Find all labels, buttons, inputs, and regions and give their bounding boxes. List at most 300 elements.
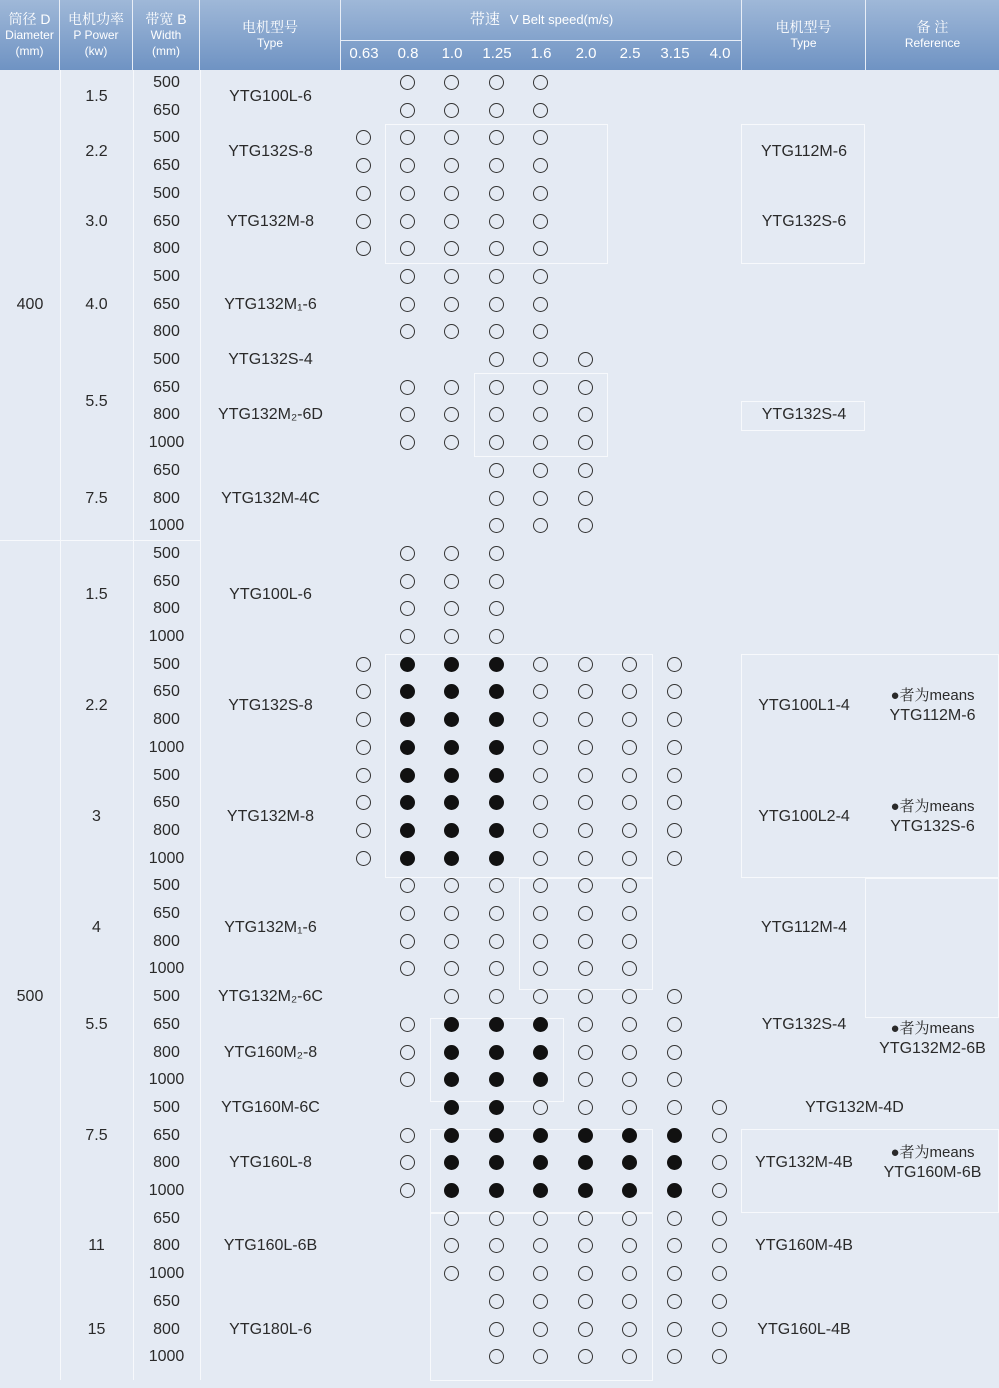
- open-circle-icon: [533, 297, 548, 312]
- open-circle-icon: [712, 1294, 727, 1309]
- width-value: 1000: [148, 434, 185, 452]
- open-circle-icon: [356, 130, 371, 145]
- open-circle-icon: [400, 1017, 415, 1032]
- open-circle-icon: [712, 1322, 727, 1337]
- open-circle-icon: [400, 186, 415, 201]
- open-circle-icon: [400, 214, 415, 229]
- width-value: 1000: [148, 1348, 185, 1366]
- open-circle-icon: [444, 214, 459, 229]
- open-circle-icon: [622, 989, 637, 1004]
- motor-type: YTG132M₂-6D: [218, 406, 323, 424]
- note-cn: 者为: [899, 1019, 930, 1037]
- open-circle-icon: [400, 1183, 415, 1198]
- open-circle-icon: [356, 158, 371, 173]
- reference-motor-type: YTG100L2-4: [758, 808, 850, 826]
- open-circle-icon: [578, 989, 593, 1004]
- width-value: 500: [153, 267, 180, 285]
- filled-circle-icon: [444, 1128, 459, 1143]
- open-circle-icon: [533, 186, 548, 201]
- open-circle-icon: [578, 712, 593, 727]
- power-value: 5.5: [85, 1015, 108, 1033]
- open-circle-icon: [622, 1322, 637, 1337]
- open-circle-icon: [667, 1045, 682, 1060]
- open-circle-icon: [622, 934, 637, 949]
- width-value: 500: [153, 351, 180, 368]
- width-value: 650: [153, 101, 180, 119]
- width-value: 1000: [148, 849, 185, 867]
- header-width-en: Width: [150, 28, 182, 42]
- header-power-en: P Power: [73, 28, 119, 42]
- reference-note-model: YTG132S-6: [890, 818, 975, 836]
- header-width: [133, 0, 200, 70]
- open-circle-icon: [533, 712, 548, 727]
- open-circle-icon: [712, 1211, 727, 1226]
- reference-motor-type: YTG112M-4: [761, 918, 847, 936]
- open-circle-icon: [712, 1128, 727, 1143]
- reference-motor-type: YTG132M-4D: [805, 1098, 904, 1116]
- open-circle-icon: [622, 1266, 637, 1281]
- width-value: 500: [153, 544, 180, 562]
- open-circle-icon: [712, 1155, 727, 1170]
- open-circle-icon: [400, 103, 415, 118]
- open-circle-icon: [667, 1349, 682, 1364]
- header-type-cn: 电机型号: [242, 19, 298, 35]
- open-circle-icon: [400, 961, 415, 976]
- open-circle-icon: [400, 574, 415, 589]
- reference-motor-type: YTG132S-4: [761, 1015, 847, 1033]
- open-circle-icon: [578, 823, 593, 838]
- open-circle-icon: [356, 823, 371, 838]
- reference-note-line1: [866, 797, 999, 817]
- speed-value: 4.0: [709, 45, 731, 62]
- open-circle-icon: [578, 851, 593, 866]
- speed-value: 0.8: [397, 45, 419, 62]
- reference-note-line1: [866, 1143, 999, 1163]
- motor-type: YTG160L-8: [229, 1154, 312, 1172]
- power-value: 11: [88, 1237, 105, 1255]
- open-circle-icon: [400, 380, 415, 395]
- open-circle-icon: [489, 1294, 504, 1309]
- open-circle-icon: [622, 712, 637, 727]
- note-dot-icon: ●: [890, 798, 900, 816]
- filled-circle-icon: [444, 740, 459, 755]
- note-means: means: [929, 687, 975, 705]
- width-value: 500: [153, 1098, 180, 1116]
- width-value: 650: [153, 1126, 180, 1144]
- open-circle-icon: [400, 407, 415, 422]
- open-circle-icon: [444, 1211, 459, 1226]
- filled-circle-icon: [400, 740, 415, 755]
- width-value: 650: [153, 1209, 180, 1227]
- open-circle-icon: [533, 1322, 548, 1337]
- open-circle-icon: [400, 435, 415, 450]
- reference-note: [866, 1019, 999, 1059]
- open-circle-icon: [400, 601, 415, 616]
- power-value: 1.5: [85, 586, 108, 604]
- diameter-value: 400: [16, 295, 44, 313]
- speed-value: 1.25: [482, 45, 512, 62]
- speed-value: 2.0: [575, 45, 597, 62]
- open-circle-icon: [400, 1045, 415, 1060]
- open-circle-icon: [712, 1349, 727, 1364]
- open-circle-icon: [667, 684, 682, 699]
- width-value: 1000: [148, 1265, 185, 1283]
- filled-circle-icon: [578, 1183, 593, 1198]
- header-diameter-en: Diameter: [5, 28, 54, 42]
- open-circle-icon: [489, 214, 504, 229]
- open-circle-icon: [444, 297, 459, 312]
- open-circle-icon: [622, 1100, 637, 1115]
- power-value: 1.5: [85, 87, 108, 105]
- open-circle-icon: [667, 1017, 682, 1032]
- open-circle-icon: [622, 1045, 637, 1060]
- note-dot-icon: ●: [890, 1144, 900, 1162]
- motor-type: YTG132M₁-6: [224, 918, 317, 936]
- open-circle-icon: [489, 1266, 504, 1281]
- open-circle-icon: [667, 1294, 682, 1309]
- open-circle-icon: [356, 684, 371, 699]
- header-speed-divider: [341, 40, 742, 41]
- open-circle-icon: [667, 989, 682, 1004]
- open-circle-icon: [400, 324, 415, 339]
- width-value: 800: [153, 711, 180, 729]
- width-value: 650: [153, 378, 180, 396]
- open-circle-icon: [667, 1211, 682, 1226]
- open-circle-icon: [667, 740, 682, 755]
- filled-circle-icon: [489, 768, 504, 783]
- open-circle-icon: [622, 1294, 637, 1309]
- open-circle-icon: [578, 1017, 593, 1032]
- open-circle-icon: [400, 1155, 415, 1170]
- filled-circle-icon: [444, 712, 459, 727]
- open-circle-icon: [533, 158, 548, 173]
- open-circle-icon: [489, 269, 504, 284]
- width-value: 800: [153, 406, 180, 424]
- open-circle-icon: [489, 491, 504, 506]
- open-circle-icon: [444, 75, 459, 90]
- open-circle-icon: [578, 1211, 593, 1226]
- header-width-unit: (mm): [152, 44, 180, 58]
- filled-circle-icon: [489, 657, 504, 672]
- open-circle-icon: [533, 380, 548, 395]
- open-circle-icon: [400, 878, 415, 893]
- open-circle-icon: [622, 823, 637, 838]
- open-circle-icon: [667, 851, 682, 866]
- filled-circle-icon: [489, 1045, 504, 1060]
- note-means: means: [929, 1019, 975, 1037]
- open-circle-icon: [489, 435, 504, 450]
- open-circle-icon: [444, 269, 459, 284]
- width-value: 800: [153, 240, 180, 258]
- header-type: [200, 0, 341, 70]
- open-circle-icon: [622, 740, 637, 755]
- width-value: 1000: [148, 1071, 185, 1089]
- header-speed-cn: 带速: [469, 11, 500, 28]
- filled-circle-icon: [444, 851, 459, 866]
- reference-note: [866, 797, 999, 837]
- open-circle-icon: [400, 158, 415, 173]
- open-circle-icon: [667, 768, 682, 783]
- open-circle-icon: [489, 75, 504, 90]
- open-circle-icon: [489, 158, 504, 173]
- open-circle-icon: [667, 1322, 682, 1337]
- open-circle-icon: [578, 352, 593, 367]
- open-circle-icon: [667, 657, 682, 672]
- open-circle-icon: [622, 1072, 637, 1087]
- open-circle-icon: [356, 657, 371, 672]
- header-note: [866, 0, 999, 70]
- open-circle-icon: [667, 1238, 682, 1253]
- width-value: 800: [153, 489, 180, 507]
- open-circle-icon: [489, 546, 504, 561]
- header-power: [60, 0, 133, 70]
- filled-circle-icon: [444, 1100, 459, 1115]
- open-circle-icon: [533, 768, 548, 783]
- motor-type: YTG180L-6: [229, 1320, 312, 1338]
- width-value: 1000: [148, 517, 185, 535]
- motor-type: YTG100L-6: [229, 586, 312, 604]
- width-value: 650: [153, 1292, 180, 1310]
- filled-circle-icon: [400, 851, 415, 866]
- open-circle-icon: [356, 186, 371, 201]
- open-circle-icon: [489, 934, 504, 949]
- open-circle-icon: [444, 158, 459, 173]
- power-value: 3.0: [85, 212, 108, 230]
- open-circle-icon: [578, 1045, 593, 1060]
- width-value: 1000: [148, 738, 185, 756]
- open-circle-icon: [444, 934, 459, 949]
- open-circle-icon: [444, 435, 459, 450]
- open-circle-icon: [622, 906, 637, 921]
- open-circle-icon: [356, 214, 371, 229]
- filled-circle-icon: [622, 1128, 637, 1143]
- col-divider: [200, 70, 201, 1380]
- header-width-cn: 带宽 B: [145, 11, 187, 27]
- open-circle-icon: [578, 1072, 593, 1087]
- open-circle-icon: [489, 186, 504, 201]
- open-circle-icon: [356, 795, 371, 810]
- header-diameter: [0, 0, 60, 70]
- power-value: 2.2: [85, 697, 108, 715]
- open-circle-icon: [400, 1072, 415, 1087]
- open-circle-icon: [356, 768, 371, 783]
- open-circle-icon: [444, 186, 459, 201]
- open-circle-icon: [622, 851, 637, 866]
- open-circle-icon: [578, 934, 593, 949]
- open-circle-icon: [533, 1211, 548, 1226]
- note-dot-icon: ●: [890, 687, 900, 705]
- width-value: 1000: [148, 960, 185, 978]
- open-circle-icon: [489, 103, 504, 118]
- note-means: means: [929, 798, 975, 816]
- header-speed-title: [341, 8, 742, 29]
- open-circle-icon: [533, 352, 548, 367]
- open-circle-icon: [489, 574, 504, 589]
- filled-circle-icon: [444, 1045, 459, 1060]
- width-value: 800: [153, 323, 180, 341]
- open-circle-icon: [400, 269, 415, 284]
- open-circle-icon: [356, 712, 371, 727]
- open-circle-icon: [667, 1100, 682, 1115]
- reference-motor-type: YTG132M-4B: [755, 1154, 853, 1172]
- open-circle-icon: [622, 1017, 637, 1032]
- width-value: 800: [153, 1154, 180, 1172]
- width-value: 650: [153, 461, 180, 479]
- reference-note-line1: [866, 686, 999, 706]
- open-circle-icon: [533, 657, 548, 672]
- open-circle-icon: [444, 906, 459, 921]
- width-value: 500: [153, 655, 180, 673]
- open-circle-icon: [712, 1266, 727, 1281]
- row-divider: [0, 540, 200, 541]
- reference-note-model: YTG132M2-6B: [879, 1039, 986, 1057]
- power-value: 7.5: [85, 1126, 108, 1144]
- speed-value: 1.6: [530, 45, 552, 62]
- open-circle-icon: [578, 1322, 593, 1337]
- filled-circle-icon: [533, 1128, 548, 1143]
- motor-type: YTG160M-6C: [221, 1098, 320, 1116]
- open-circle-icon: [356, 851, 371, 866]
- power-value: 2.2: [85, 143, 108, 161]
- motor-type: YTG160M₂-8: [223, 1043, 318, 1061]
- open-circle-icon: [622, 1211, 637, 1226]
- filled-circle-icon: [533, 1045, 548, 1060]
- open-circle-icon: [400, 297, 415, 312]
- open-circle-icon: [400, 1128, 415, 1143]
- open-circle-icon: [533, 435, 548, 450]
- power-value: 15: [87, 1320, 106, 1338]
- open-circle-icon: [533, 518, 548, 533]
- filled-circle-icon: [533, 1183, 548, 1198]
- open-circle-icon: [356, 241, 371, 256]
- power-value: 4.0: [85, 295, 108, 313]
- open-circle-icon: [578, 1266, 593, 1281]
- width-value: 500: [153, 766, 180, 784]
- reference-note: [866, 1143, 999, 1183]
- width-value: 500: [153, 74, 180, 91]
- width-value: 650: [153, 157, 180, 175]
- motor-type: YTG132M₂-6C: [218, 988, 323, 1006]
- filled-circle-icon: [489, 1183, 504, 1198]
- filled-circle-icon: [667, 1183, 682, 1198]
- open-circle-icon: [489, 463, 504, 478]
- open-circle-icon: [489, 989, 504, 1004]
- motor-type: YTG132S-8: [228, 143, 313, 161]
- header-type-en: Type: [256, 36, 283, 50]
- open-circle-icon: [622, 768, 637, 783]
- filled-circle-icon: [444, 1017, 459, 1032]
- header-type2: [742, 0, 866, 70]
- open-circle-icon: [444, 380, 459, 395]
- header-type2-cn: 电机型号: [775, 19, 832, 35]
- open-circle-icon: [533, 989, 548, 1004]
- reference-motor-type: YTG132S-6: [761, 212, 847, 230]
- width-value: 800: [153, 1320, 180, 1338]
- open-circle-icon: [444, 601, 459, 616]
- open-circle-icon: [489, 601, 504, 616]
- note-cn: 者为: [899, 687, 930, 705]
- filled-circle-icon: [444, 657, 459, 672]
- open-circle-icon: [444, 546, 459, 561]
- open-circle-icon: [444, 878, 459, 893]
- header-power-cn: 电机功率: [68, 11, 124, 27]
- reference-motor-type: YTG160M-4B: [755, 1237, 853, 1255]
- motor-type: YTG132M-8: [226, 212, 315, 230]
- header-speed-en: V Belt speed(m/s): [509, 12, 614, 27]
- reference-note: [866, 686, 999, 726]
- speed-value: 3.15: [660, 45, 690, 62]
- open-circle-icon: [578, 491, 593, 506]
- header-note-en: Reference: [904, 36, 961, 50]
- open-circle-icon: [533, 214, 548, 229]
- power-value: 7.5: [85, 489, 108, 507]
- open-circle-icon: [533, 75, 548, 90]
- open-circle-icon: [489, 324, 504, 339]
- open-circle-icon: [712, 1238, 727, 1253]
- open-circle-icon: [578, 518, 593, 533]
- open-circle-icon: [444, 324, 459, 339]
- filled-circle-icon: [444, 1183, 459, 1198]
- open-circle-icon: [489, 961, 504, 976]
- width-value: 500: [153, 184, 180, 202]
- filled-circle-icon: [489, 1100, 504, 1115]
- width-value: 1000: [148, 628, 185, 645]
- open-circle-icon: [356, 740, 371, 755]
- width-value: 650: [153, 295, 180, 313]
- motor-type: YTG132S-8: [228, 697, 313, 715]
- open-circle-icon: [712, 1183, 727, 1198]
- note-means: means: [929, 1144, 975, 1162]
- reference-motor-type: YTG112M-6: [761, 143, 847, 161]
- reference-note-model: YTG160M-6B: [883, 1164, 982, 1182]
- motor-type: YTG100L-6: [229, 87, 312, 105]
- open-circle-icon: [533, 269, 548, 284]
- open-circle-icon: [533, 823, 548, 838]
- reference-motor-type: YTG160L-4B: [757, 1320, 851, 1338]
- open-circle-icon: [578, 1294, 593, 1309]
- power-value: 3: [92, 808, 101, 826]
- open-circle-icon: [533, 906, 548, 921]
- reference-motor-type: YTG132S-4: [761, 406, 847, 424]
- open-circle-icon: [533, 1100, 548, 1115]
- open-circle-icon: [667, 1072, 682, 1087]
- filled-circle-icon: [400, 823, 415, 838]
- open-circle-icon: [712, 1100, 727, 1115]
- filled-circle-icon: [489, 1128, 504, 1143]
- box-2.2-500: [385, 654, 653, 878]
- open-circle-icon: [444, 574, 459, 589]
- header-diameter-unit: (mm): [15, 44, 44, 58]
- open-circle-icon: [444, 103, 459, 118]
- open-circle-icon: [533, 491, 548, 506]
- motor-type: YTG132M-8: [226, 808, 315, 826]
- speed-value: 1.0: [441, 45, 463, 62]
- filled-circle-icon: [400, 657, 415, 672]
- motor-type: YTG132S-4: [228, 351, 313, 368]
- open-circle-icon: [400, 906, 415, 921]
- open-circle-icon: [489, 352, 504, 367]
- open-circle-icon: [489, 297, 504, 312]
- reference-note-model: YTG112M-6: [889, 707, 976, 725]
- open-circle-icon: [444, 989, 459, 1004]
- width-value: 650: [153, 572, 180, 590]
- open-circle-icon: [400, 934, 415, 949]
- open-circle-icon: [622, 657, 637, 672]
- open-circle-icon: [400, 546, 415, 561]
- header-type2-en: Type: [790, 36, 817, 50]
- open-circle-icon: [489, 906, 504, 921]
- open-circle-icon: [444, 629, 459, 644]
